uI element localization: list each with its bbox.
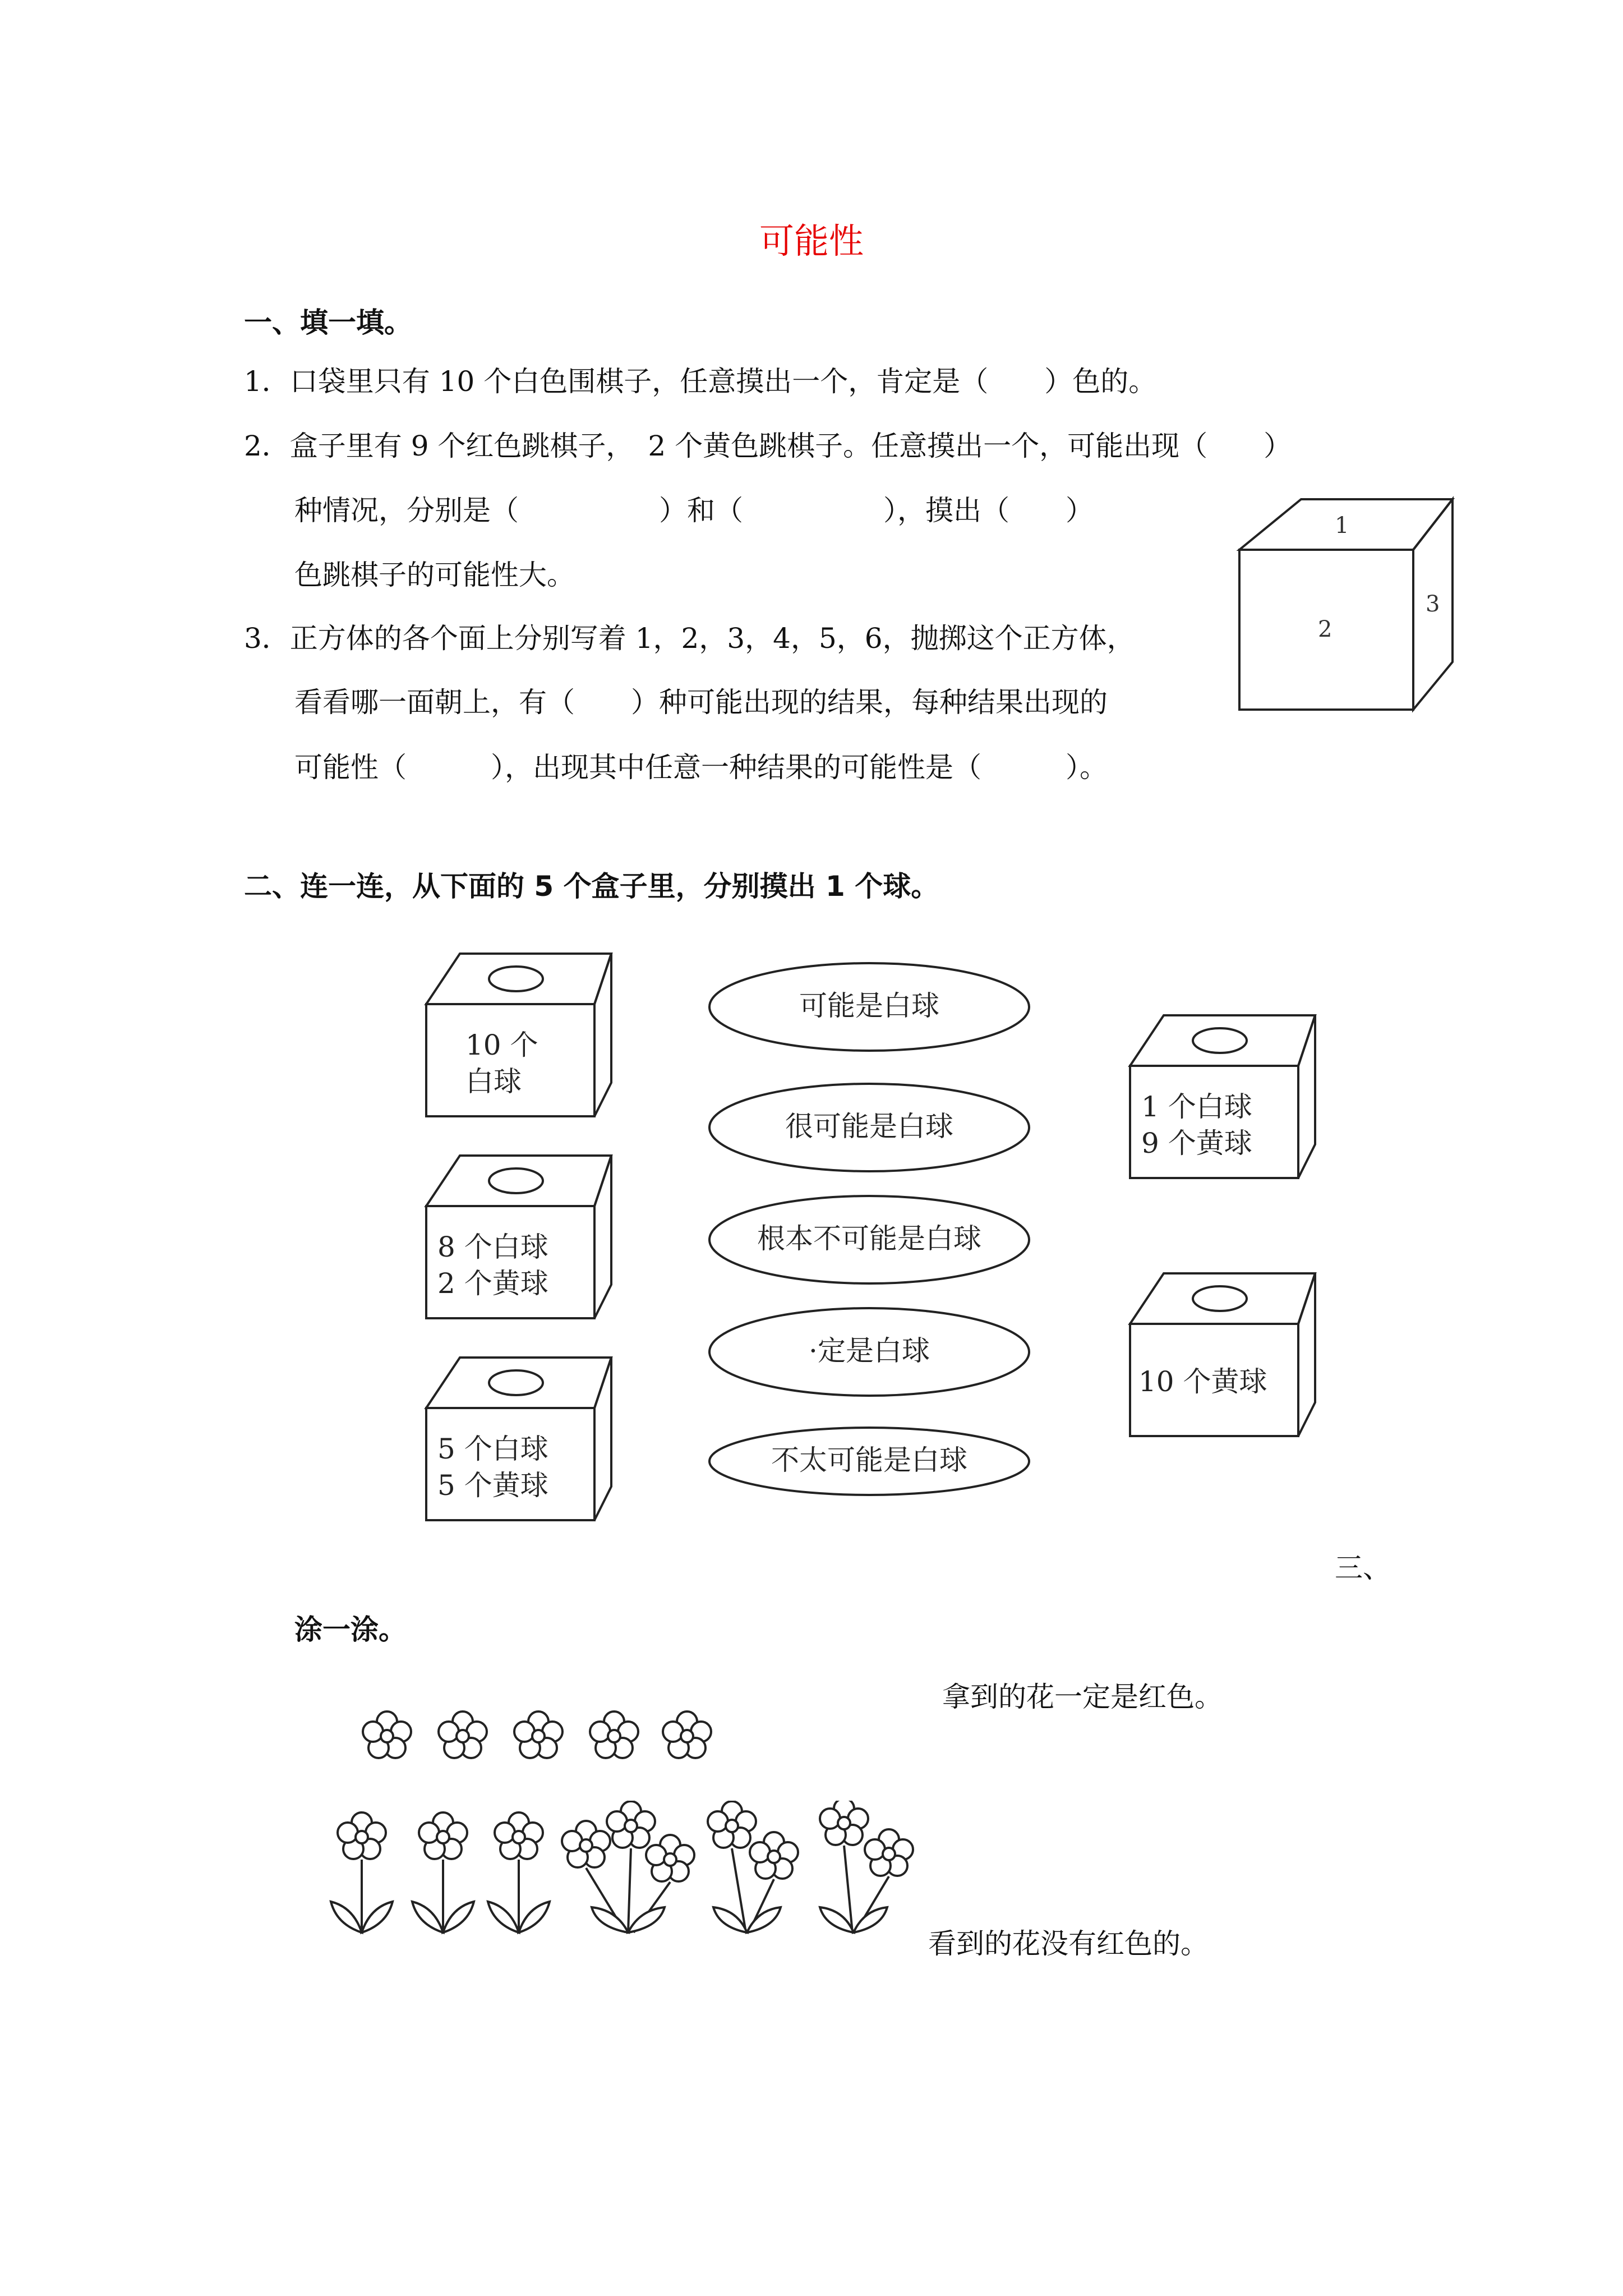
box-1-white-9-yellow	[1124, 1004, 1321, 1184]
box-8-white-2-yellow	[421, 1144, 617, 1324]
question-3-line-3: 可能性（ ），出现其中任意一种结果的可能性是（ ）。	[294, 751, 1108, 784]
box-10-white	[421, 948, 617, 1122]
oval-label-1: 可能是白球	[799, 990, 939, 1022]
question-2-line-1: 2．盒子里有 9 个红色跳棋子， 2 个黄色跳棋子。任意摸出一个，可能出现（ ）	[244, 430, 1292, 462]
flower-icon	[663, 1711, 711, 1758]
box-10-white-line2: 白球	[465, 1065, 522, 1098]
potted-flower-icon	[488, 1812, 550, 1932]
caption-all-red: 拿到的花一定是红色。	[942, 1681, 1223, 1713]
box-5-white-line1: 5 个白球	[437, 1433, 548, 1465]
box-10-yellow	[1124, 1262, 1321, 1442]
flower-icon	[514, 1711, 562, 1758]
section3-heading: 涂一涂。	[294, 1613, 407, 1646]
page-title: 可能性	[759, 220, 864, 261]
potted-flower-icon	[412, 1812, 474, 1932]
cube-face-top-label: 1	[1335, 513, 1349, 539]
box-10-white-line1: 10 个	[465, 1029, 538, 1061]
flower-row-potted	[314, 1801, 931, 1958]
section2-heading: 二、连一连，从下面的 5 个盒子里，分别摸出 1 个球。	[244, 870, 939, 903]
flower-bouquet-icon	[820, 1801, 913, 1932]
box-8-white-line1: 8 个白球	[437, 1231, 548, 1263]
cube-face-front-label: 2	[1318, 616, 1332, 642]
flower-bouquet-icon	[708, 1801, 798, 1932]
question-3-line-2: 看看哪一面朝上，有（ ）种可能出现的结果，每种结果出现的	[294, 686, 1108, 719]
oval-label-4: ·定是白球	[809, 1335, 930, 1367]
section3-number: 三、	[1335, 1552, 1391, 1584]
box-8-white-line2: 2 个黄球	[437, 1267, 548, 1300]
question-2-line-2: 种情况，分别是（ ）和（ ），摸出（ ）	[294, 494, 1094, 527]
oval-label-2: 很可能是白球	[785, 1110, 953, 1143]
question-3-line-1: 3．正方体的各个面上分别写着 1，2，3，4，5，6，抛掷这个正方体，	[244, 622, 1135, 655]
flower-icon	[590, 1711, 638, 1758]
flower-icon	[363, 1711, 411, 1758]
box-1-white-line1: 1 个白球	[1141, 1091, 1252, 1123]
section1-heading: 一、填一填。	[244, 306, 412, 339]
oval-label-5: 不太可能是白球	[771, 1444, 967, 1476]
flower-row-single	[348, 1694, 729, 1778]
box-5-white-5-yellow	[421, 1346, 617, 1526]
flower-bouquet-icon	[562, 1801, 694, 1932]
probability-ovals	[707, 959, 1043, 1498]
question-2-line-3: 色跳棋子的可能性大。	[294, 559, 575, 591]
cube-face-side-label: 3	[1426, 591, 1440, 617]
box-5-white-line2: 5 个黄球	[437, 1469, 548, 1502]
potted-flower-icon	[331, 1812, 393, 1932]
box-1-white-line2: 9 个黄球	[1141, 1127, 1252, 1159]
numbered-cube	[1228, 494, 1464, 718]
question-1: 1．口袋里只有 10 个白色围棋子，任意摸出一个，肯定是（ ）色的。	[244, 365, 1157, 398]
box-10-yellow-line1: 10 个黄球	[1138, 1365, 1267, 1398]
oval-label-3: 根本不可能是白球	[757, 1222, 981, 1255]
flower-icon	[439, 1711, 487, 1758]
caption-no-red: 看到的花没有红色的。	[928, 1927, 1209, 1960]
